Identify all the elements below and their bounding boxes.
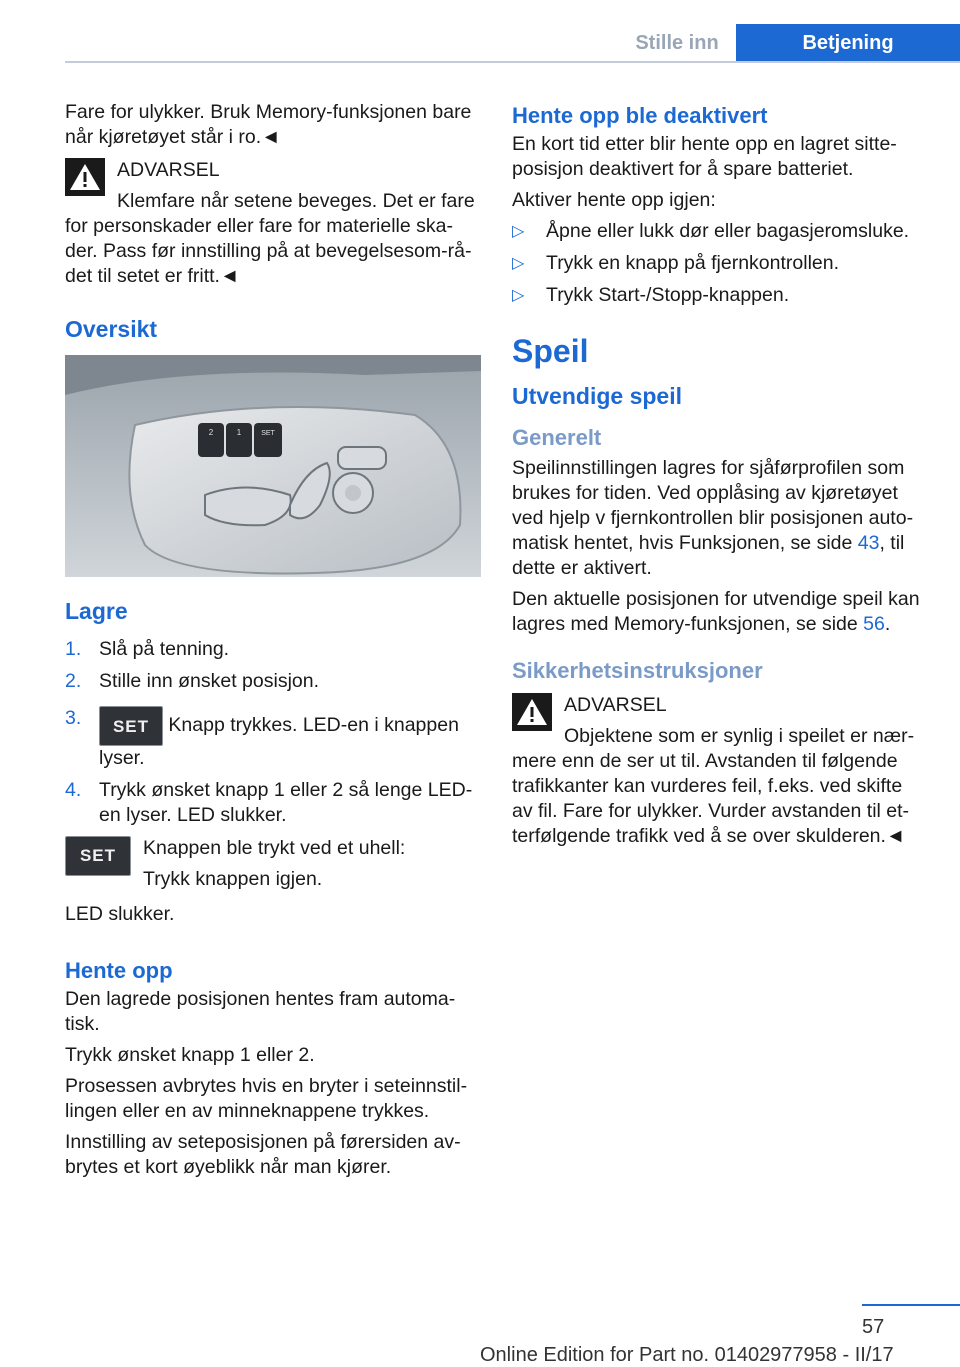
tab-betjening[interactable]: Betjening [736, 24, 960, 62]
step-number: 3. [65, 707, 82, 729]
paragraph: Innstilling av seteposisjonen på førersiden av-brytes et kort øyeblikk når man kjører. [65, 1131, 461, 1178]
set-button-icon: SET [65, 836, 131, 876]
note-line: Trykk knappen igjen. [143, 868, 323, 890]
bullet-text: Åpne eller lukk dør eller bagasjeromsluke. [546, 220, 910, 242]
step-number: 4. [65, 779, 82, 801]
paragraph: Den lagrede posisjonen hentes fram automa-tisk. [65, 988, 456, 1035]
paragraph: Trykk ønsket knapp 1 eller 2. [65, 1044, 315, 1066]
warning-box-mirror [512, 693, 922, 849]
page-link-56[interactable]: 56 [863, 613, 885, 635]
paragraph [512, 587, 922, 637]
warning-body: Klemfare når setene beveges. Det er fare for personskader eller fare for materielle ska-der. Pass før innstilling på at bevegelsesom-rå-det til setet er fritt.◄ [65, 190, 475, 287]
note-line: LED slukker. [65, 903, 175, 925]
page-number: 57 [862, 1316, 885, 1338]
paragraph: En kort tid etter blir hente opp en lagret sitte-posisjon deaktivert for å spare batteriet. [512, 133, 897, 180]
paragraph: Aktiver hente opp igjen: [512, 189, 716, 211]
warning-box-seat [65, 158, 481, 289]
list-item [65, 778, 481, 828]
photo-label-1: 1 [236, 428, 242, 437]
note-block-set [65, 836, 481, 898]
paragraph: Prosessen avbrytes hvis en bryter i seteinnstil-lingen eller en av minneknappene trykkes. [65, 1075, 468, 1122]
photo-label-set: SET [261, 430, 275, 437]
edition-line: Online Edition for Part no. 01402977958 - II/17 [480, 1344, 894, 1366]
heading-lagre: Lagre [65, 598, 128, 624]
bullet-text: Trykk en knapp på fjernkontrollen. [546, 252, 840, 274]
triangle-bullet-icon: ▷ [512, 287, 525, 304]
photo-label-2: 2 [208, 428, 214, 437]
text: Den aktuelle posisjonen for utvendige speil kan lagres med Memory-funksjonen, se side [512, 588, 920, 635]
note-line: Knappen ble trykt ved et uhell: [143, 837, 406, 859]
triangle-bullet-icon: ▷ [512, 223, 525, 240]
heading-hente-opp: Hente opp [65, 958, 173, 983]
warning-title: ADVARSEL [564, 694, 667, 716]
intro-text: Fare for ulykker. Bruk Memory-funksjonen bare når kjøretøyet står i ro.◄ [65, 101, 472, 148]
triangle-bullet-icon: ▷ [512, 255, 525, 272]
step-text: Trykk ønsket knapp 1 eller 2 så lenge LED-en lyser. LED slukker. [99, 779, 473, 826]
heading-sikkerhet: Sikkerhetsinstruksjoner [512, 658, 763, 683]
header-rule [65, 61, 960, 63]
heading-speil: Speil [512, 333, 589, 369]
step-number: 2. [65, 670, 82, 692]
list-item [65, 669, 481, 694]
warning-triangle-icon [65, 158, 105, 196]
paragraph [512, 456, 922, 581]
heading-generelt: Generelt [512, 425, 602, 450]
text: , til dette er aktivert. [512, 532, 905, 579]
heading-utvendige-speil: Utvendige speil [512, 383, 682, 409]
step-text: Slå på tenning. [99, 638, 230, 660]
list-item [65, 706, 481, 771]
left-column [65, 100, 481, 1186]
header-tabs [618, 24, 960, 62]
bullet-text: Trykk Start-/Stopp-knappen. [546, 284, 790, 306]
step-number: 1. [65, 638, 82, 660]
footer-rule [862, 1304, 960, 1306]
list-item [65, 637, 481, 662]
heading-deaktivert: Hente opp ble deaktivert [512, 103, 768, 128]
text: Speilinnstillingen lagres for sjåførprofilen som brukes for tiden. Ved opplåsing av kjøretøyet ved hjelp v fjernkontrollen blir posisjonen auto-matisk hentet, hvis Funksjonen, se side [512, 457, 914, 554]
deaktivert-bullets [512, 219, 922, 308]
text: . [884, 613, 891, 635]
warning-title: ADVARSEL [117, 159, 220, 181]
note-text [143, 836, 405, 898]
tab-stille-inn[interactable]: Stille inn [635, 31, 719, 54]
list-item [512, 219, 922, 244]
step-text: Stille inn ønsket posisjon. [99, 670, 320, 692]
lagre-steps [65, 637, 481, 828]
step-text: Knapp trykkes. LED-en i knappen lyser. [99, 714, 459, 769]
warning-body: Objektene som er synlig i speilet er nær-mere enn de ser ut til. Avstanden til følgende trafikkanter kan vurderes feil, f.eks. ved skifte av fil. Fare for ulykker. Vurder avstanden til et-terfølgende trafikk ved å se over skulderen.◄ [512, 725, 915, 847]
list-item [512, 251, 922, 276]
warning-triangle-icon [512, 693, 552, 731]
right-column [512, 100, 922, 855]
seat-controls-photo [65, 355, 481, 577]
list-item [512, 283, 922, 308]
heading-oversikt: Oversikt [65, 316, 158, 342]
set-button-icon: SET [99, 706, 163, 746]
page-link-43[interactable]: 43 [857, 532, 880, 554]
